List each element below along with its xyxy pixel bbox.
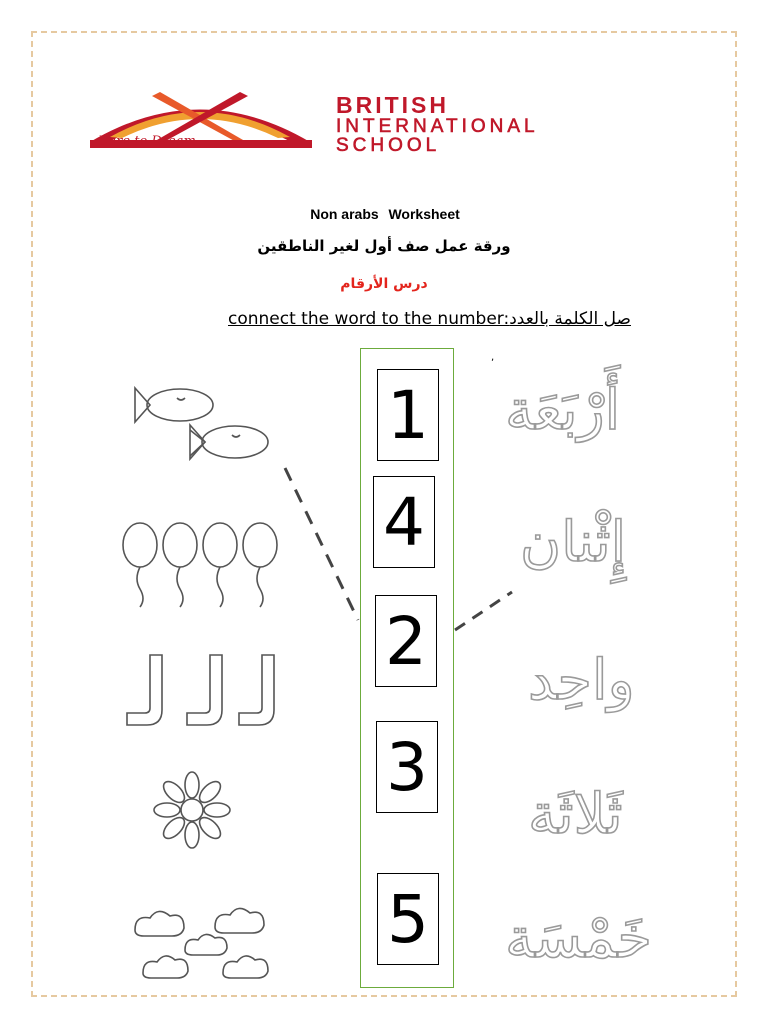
worksheet-title-a: Non arabs <box>310 206 379 222</box>
number-box-3[interactable]: 2 <box>375 595 437 687</box>
lesson-title: درس الأرقام <box>340 276 428 292</box>
worksheet-title-b: Worksheet <box>388 206 460 222</box>
school-name-line3: SCHOOL <box>336 135 441 156</box>
instruction: connect the word to the number:صل الكلمة بالعدد <box>228 309 631 329</box>
number-box-4[interactable]: 3 <box>376 721 438 813</box>
line-two-to-2 <box>455 592 512 630</box>
worksheet-title-arabic: ورقة عمل صف أول لغير الناطقين <box>257 237 511 255</box>
line-fish-to-2 <box>285 468 358 620</box>
number-box-2[interactable]: 4 <box>373 476 435 568</box>
word-three[interactable]: ثَلاثَة <box>528 782 623 847</box>
number-box-5[interactable]: 5 <box>377 873 439 965</box>
logo-tagline: Dare to Dream <box>98 134 196 149</box>
school-name-line1: BRITISH <box>336 92 449 118</box>
stray-mark: , <box>491 352 495 363</box>
word-five[interactable]: خَمْسَة <box>505 906 652 971</box>
number-box-1[interactable]: 1 <box>377 369 439 461</box>
word-four[interactable]: أَرْبَعَة <box>505 378 621 443</box>
word-two[interactable]: إِثْنان <box>520 510 627 575</box>
word-one[interactable]: واحِد <box>528 648 635 713</box>
school-name-line2: INTERNATIONAL <box>336 116 539 137</box>
